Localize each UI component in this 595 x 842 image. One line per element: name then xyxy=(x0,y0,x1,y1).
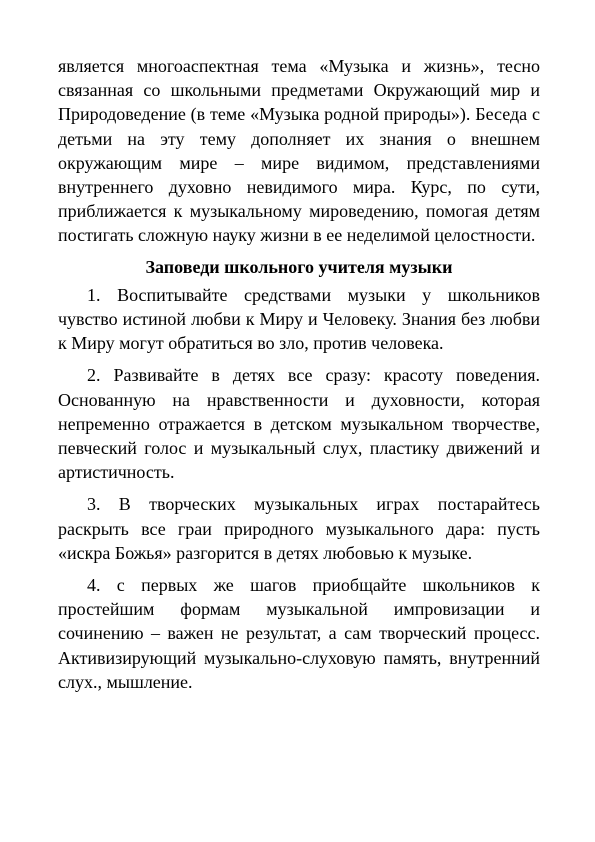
document-body xyxy=(58,54,540,694)
commandment-2: 2. Развивайте в детях все сразу: красоту поведения. Основанную на нравственности и духовности, которая непременно отражается в детском музыкальном творчестве, певческий голос и музыкальный слух, пластику движений и артистичность. xyxy=(58,365,540,483)
commandment-1: 1. Воспитывайте средствами музыки у школьников чувство истиной любви к Миру и Человеку. Знания без любви к Миру могут обратиться во зло, против человека. xyxy=(58,284,540,354)
section-heading: Заповеди школьного учителя музыки xyxy=(145,256,453,277)
intro-paragraph: является многоаспектная тема «Музыка и жизнь», тесно связанная со школьными предметами Окружающий мир и Природоведение (в теме «Музыка родной природы»). Беседа с детьми на эту тему дополняет их знания о внешнем окружающим мире – мире видимом, представлениями внутреннего духовно невидимого мира. Курс, по сути, приближается к музыкальному мироведению, помогая детям постигать сложную науку жизни в ее неделимой целостности. xyxy=(58,56,540,246)
commandment-3: 3. В творческих музыкальных играх постарайтесь раскрыть все граи природного музыкального дара: пусть «искра Божья» разгорится в детях любовью к музыке. xyxy=(58,494,540,563)
commandment-4: 4. с первых же шагов приобщайте школьников к простейшим формам музыкальной импровизации и сочинению – важен не результат, а сам творческий процесс. Активизирующий музыкально-слуховую память, внутренний слух., мышление. xyxy=(58,575,540,692)
